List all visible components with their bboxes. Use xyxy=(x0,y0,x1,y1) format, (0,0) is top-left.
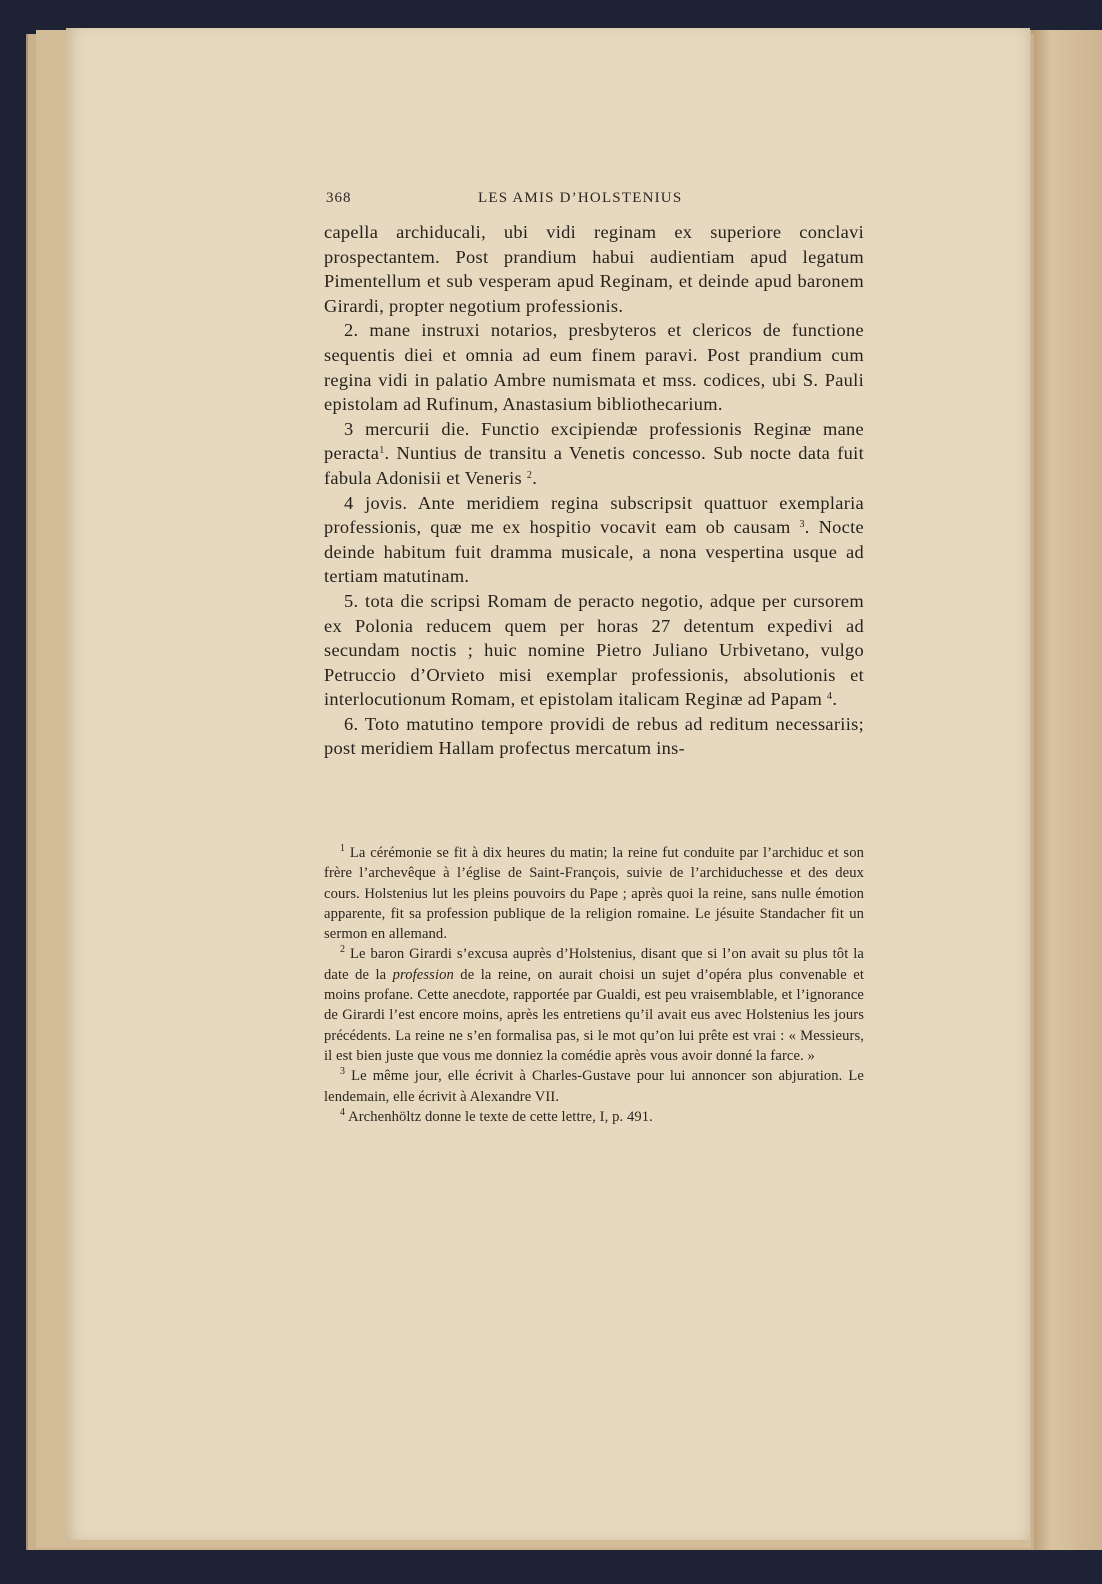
footnote-2-text-a: Le baron Girardi s’excusa auprès d’Holstenius, disant que si l’on avait su plus tôt la date de la xyxy=(324,946,864,983)
footnote-2 xyxy=(324,944,864,1066)
footnote-3-text: Le même jour, elle écrivit à Charles-Gustave pour lui annoncer son abjuration. Le lendemain, elle écrivit à Alexandre VII. xyxy=(324,1068,864,1105)
main-text xyxy=(324,220,864,761)
paragraph-day-4 xyxy=(324,491,864,589)
page-number: 368 xyxy=(326,190,352,206)
footnote-ref-2: 2 xyxy=(526,469,533,481)
footnote-mark-2: 2 xyxy=(340,944,346,956)
footnotes xyxy=(324,843,864,1127)
right-page-edge xyxy=(1030,30,1102,1550)
footnote-4 xyxy=(324,1107,864,1127)
footnote-1 xyxy=(324,843,864,944)
running-header xyxy=(326,190,746,212)
footnote-mark-4: 4 xyxy=(340,1106,346,1118)
running-title: LES AMIS D’HOLSTENIUS xyxy=(478,190,683,206)
paragraph-day-3-text-b: . Nuntius de transitu a Venetis concesso. Sub nocte data fuit fabula Adonisii et Veneris xyxy=(324,443,864,488)
paragraph-continuation: capella archiducali, ubi vidi reginam ex superiore conclavi prospectantem. Post prandium habui audientiam apud legatum Pimentellum et sub vesperam apud Reginam, et deinde apud baronem Girardi, propter negotium professionis. xyxy=(324,222,864,316)
paragraph-day-5 xyxy=(324,589,864,712)
footnote-mark-3: 3 xyxy=(340,1066,346,1078)
footnote-2-italic: profession xyxy=(392,966,454,983)
paragraph-day-2: 2. mane instruxi notarios, presbyteros et clericos de functione sequentis diei et omnia ad eum finem paravi. Post prandium cum regina vidi in palatio Ambre numismata et mss. codices, ubi S. Pauli epistolam ad Rufinum, Anastasium bibliothecarium. xyxy=(324,320,864,415)
paragraph-day-5-text-a: 5. tota die scripsi Romam de peracto negotio, adque per cursorem ex Polonia reducem quem per horas 27 detentum expedivi ad secundam noctis ; huic nomine Pietro Juliano Urbivetano, vulgo Petruccio d’Orvieto misi exemplar professionis, absolutionis et interlocutionum Romam, et epistolam italicam Reginæ ad Papam xyxy=(324,590,864,710)
paragraph-day-3-text-a: 3 mercurii die. Functio excipiendæ professionis Reginæ mane peracta xyxy=(324,418,864,464)
footnote-3 xyxy=(324,1066,864,1107)
paragraph-day-5-text-b: . xyxy=(832,689,838,710)
paragraph-day-4-text-b: . Nocte deinde habitum fuit dramma musicale, a nona vespertina usque ad tertiam matutinam. xyxy=(324,517,864,587)
footnote-2-text-b: de la reine, on aurait choisi un sujet d’opéra plus convenable et moins profane. Cette anecdote, rapportée par Gualdi, est peu vraisemblable, et l’ignorance de Girardi l’est encore moins, après les entretiens qu’il avait eus avec Holstenius les jours précédents. La reine ne s’en formalisa pas, si le mot qu’on lui prête est vrai : « Messieurs, il est bien juste que vous me donniez la comédie après vous avoir donné la farce. » xyxy=(324,966,864,1064)
paragraph-day-3-text-c: . xyxy=(532,467,538,488)
footnote-4-text: Archenhöltz donne le texte de cette lettre, I, p. 491. xyxy=(348,1108,653,1125)
footnote-mark-1: 1 xyxy=(340,843,346,854)
footnote-ref-3: 3 xyxy=(799,519,805,531)
footnote-ref-4: 4 xyxy=(827,691,833,703)
paragraph-day-3 xyxy=(324,417,864,491)
paragraph-day-6: 6. Toto matutino tempore providi de rebus ad reditum necessariis; post meridiem Hallam profectus mercatum ins- xyxy=(324,713,864,759)
footnote-1-text: La cérémonie se fit à dix heures du matin; la reine fut conduite par l’archiduc et son frère l’archevêque à l’église de Saint-François, suivie de l’archiduchesse et des deux cours. Holstenius lut les pleins pouvoirs du Pape ; après quoi la reine, sans nulle émotion apparente, fit sa profession publique de la religion romaine. Le jésuite Standacher fit un sermon en allemand. xyxy=(324,845,864,943)
paragraph-day-4-text-a: 4 jovis. Ante meridiem regina subscripsit quattuor exemplaria professionis, quæ me ex hospitio vocavit eam ob causam xyxy=(324,492,864,538)
footnote-ref-1: 1 xyxy=(379,445,385,457)
